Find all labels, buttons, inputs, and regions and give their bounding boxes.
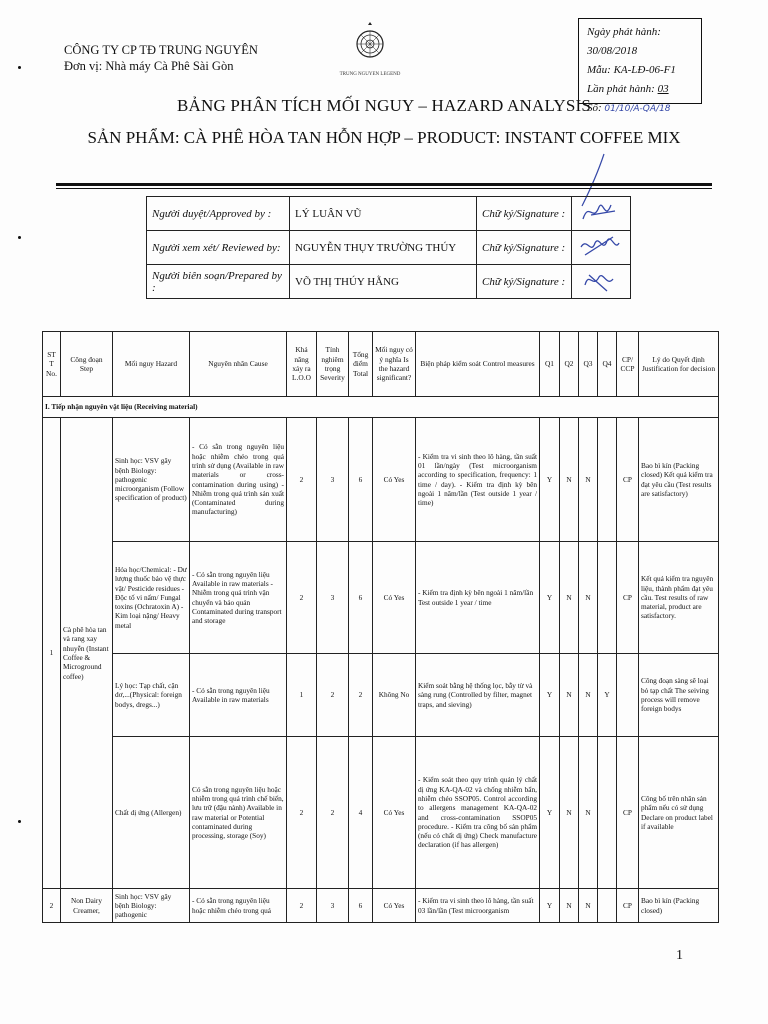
- signature-table: [146, 196, 631, 299]
- q1-cell: Y: [540, 889, 560, 923]
- col-significant: Mối nguy có ý nghĩa Is the hazard significant?: [373, 332, 416, 397]
- step-number: 2: [43, 889, 61, 923]
- col-q1: Q1: [540, 332, 560, 397]
- severity-cell: 2: [317, 737, 349, 889]
- ccp-cell: [617, 654, 639, 737]
- logo-caption: TRUNG NGUYEN LEGEND: [339, 72, 401, 77]
- q4-cell: [598, 542, 617, 654]
- table-header-row: [43, 332, 719, 397]
- severity-cell: 3: [317, 542, 349, 654]
- total-cell: 6: [349, 418, 373, 542]
- step-name: Non Dairy Creamer,: [61, 889, 113, 923]
- cause-cell: Có sẵn trong nguyên liệu hoặc nhiễm trong quá trình chế biến, lưu trữ (đậu nành) Available in raw material or Potential contaminated during processing, storage (Soy): [190, 737, 287, 889]
- hazard-cell: Sinh học: VSV gây bệnh Biology: pathogenic microorganism (Follow specification of product): [113, 418, 190, 542]
- issue-date: Ngày phát hành: 30/08/2018: [587, 26, 661, 57]
- justification-cell: Bao bì kín (Packing closed) Kết quả kiểm tra đạt yêu cầu (Test results are satisfactory): [639, 418, 719, 542]
- significant-cell: Không No: [373, 654, 416, 737]
- hazard-cell: Chất dị ứng (Allergen): [113, 737, 190, 889]
- approved-row: [147, 197, 631, 231]
- company-name: CÔNG TY CP TĐ TRUNG NGUYÊN: [64, 43, 258, 57]
- company-unit: Đơn vị: Nhà máy Cà Phê Sài Gòn: [64, 59, 234, 73]
- q2-cell: N: [560, 889, 579, 923]
- document-subtitle: SẢN PHẨM: CÀ PHÊ HÒA TAN HỖN HỢP – PRODUCT: INSTANT COFFEE MIX: [87, 128, 681, 147]
- approved-label: Người duyệt/Approved by :: [147, 197, 290, 231]
- col-severity: Tính nghiêm trọng Severity: [317, 332, 349, 397]
- total-cell: 4: [349, 737, 373, 889]
- prepared-sig-label: Chữ ký/Signature :: [477, 265, 572, 299]
- signature-image: [577, 231, 621, 261]
- binder-hole: [18, 236, 21, 239]
- col-control: Biện pháp kiểm soát Control measures: [416, 332, 540, 397]
- likelihood-cell: 2: [287, 889, 317, 923]
- col-total: Tổng điểm Total: [349, 332, 373, 397]
- col-ccp: CP/ CCP: [617, 332, 639, 397]
- reviewed-signature: [572, 231, 631, 265]
- col-likelihood: Khả năng xảy ra L.O.O: [287, 332, 317, 397]
- step-name: Cà phê hòa tan và rang xay nhuyễn (Instant Coffee & Microground coffee): [61, 418, 113, 889]
- reviewed-row: [147, 231, 631, 265]
- hazard-cell: Sinh học: VSV gây bệnh Biology: pathogenic: [113, 889, 190, 923]
- document-info-box: [578, 18, 702, 114]
- q3-cell: N: [579, 542, 598, 654]
- company-logo: [340, 22, 400, 82]
- likelihood-cell: 2: [287, 737, 317, 889]
- cause-cell: - Có sẵn trong nguyên liệu hoặc nhiễm chéo trong quá trình sử dụng (Available in raw materials or cross-contamination during using) - Nhiễm trong quá trình sản xuất (Contaminated during manufacturing): [190, 418, 287, 542]
- col-step: Công đoạn Step: [61, 332, 113, 397]
- hazard-cell: Lý học: Tạp chất, cặn dơ,...(Physical: foreign bodys, dregs...): [113, 654, 190, 737]
- q4-cell: [598, 737, 617, 889]
- q3-cell: N: [579, 737, 598, 889]
- table-row: [43, 418, 719, 542]
- col-q2: Q2: [560, 332, 579, 397]
- q4-cell: Y: [598, 654, 617, 737]
- hazard-cell: Hóa học/Chemical: - Dư lượng thuốc bảo vệ thực vật/ Pesticide residues - Độc tố vi nấm/ Fungal toxins (Ochratoxin A) - Kim loại nặng/ Heavy metal: [113, 542, 190, 654]
- table-row: [43, 889, 719, 923]
- q4-cell: [598, 418, 617, 542]
- q1-cell: Y: [540, 654, 560, 737]
- ccp-cell: CP: [617, 889, 639, 923]
- q2-cell: N: [560, 737, 579, 889]
- col-justification: Lý do Quyết định Justification for decision: [639, 332, 719, 397]
- prepared-name: VÕ THỊ THÚY HẰNG: [290, 265, 477, 299]
- significant-cell: Có Yes: [373, 542, 416, 654]
- approved-name: LÝ LUÂN VŨ: [290, 197, 477, 231]
- binder-hole: [18, 66, 21, 69]
- severity-cell: 3: [317, 889, 349, 923]
- divider-thick: [56, 183, 712, 186]
- prepared-label: Người biên soạn/Prepared by :: [147, 265, 290, 299]
- approved-sig-label: Chữ ký/Signature :: [477, 197, 572, 231]
- document-title: BẢNG PHÂN TÍCH MỐI NGUY – HAZARD ANALYSIS: [176, 96, 592, 115]
- prepared-row: [147, 265, 631, 299]
- justification-cell: Công đoạn sàng sẽ loại bỏ tạp chất The seiving process will remove foreign bodys: [639, 654, 719, 737]
- control-cell: - Kiểm soát theo quy trình quản lý chất dị ứng KA-QA-02 và chống nhiễm bẩn, nhiễm chéo SSOP05. Control according to allergens management KA-QA-02 and cross-contamination SSOP05 procedure. - Kiểm tra công bố sản phẩm (nếu có chất dị ứng) Check manufacture declaration (if has allergen): [416, 737, 540, 889]
- cause-cell: - Có sẵn trong nguyên liệu Available in raw materials: [190, 654, 287, 737]
- significant-cell: Có Yes: [373, 889, 416, 923]
- justification-cell: Kết quả kiểm tra nguyên liệu, thành phẩm đạt yêu cầu. Test results of raw material, product are satisfactory.: [639, 542, 719, 654]
- reviewed-name: NGUYỄN THỤY TRƯỜNG THÚY: [290, 231, 477, 265]
- q1-cell: Y: [540, 418, 560, 542]
- likelihood-cell: 1: [287, 654, 317, 737]
- col-q4: Q4: [598, 332, 617, 397]
- page-number: 1: [676, 948, 683, 963]
- q1-cell: Y: [540, 542, 560, 654]
- severity-cell: 3: [317, 418, 349, 542]
- company-block: [64, 42, 258, 74]
- control-cell: - Kiểm tra định kỳ bên ngoài 1 năm/lần Test outside 1 year / time: [416, 542, 540, 654]
- binder-hole: [18, 820, 21, 823]
- section-row: [43, 397, 719, 418]
- q4-cell: [598, 889, 617, 923]
- issue-number: Lần phát hành: 03: [587, 83, 669, 95]
- table-row: [43, 654, 719, 737]
- justification-cell: Công bố trên nhãn sản phẩm nếu có sử dụng Declare on product label if available: [639, 737, 719, 889]
- q2-cell: N: [560, 418, 579, 542]
- reviewed-label: Người xem xét/ Reviewed by:: [147, 231, 290, 265]
- control-cell: Kiểm soát bằng hệ thống lọc, bẫy từ và sàng rung (Controlled by filter, magnet traps, and sieving): [416, 654, 540, 737]
- likelihood-cell: 2: [287, 418, 317, 542]
- col-cause: Nguyên nhân Cause: [190, 332, 287, 397]
- hazard-analysis-table: [42, 331, 719, 923]
- step-number: 1: [43, 418, 61, 889]
- ccp-cell: CP: [617, 418, 639, 542]
- reviewed-sig-label: Chữ ký/Signature :: [477, 231, 572, 265]
- document-number: Số: 01/10/A-QA/18: [587, 102, 671, 114]
- cause-cell: - Có sẵn trong nguyên liệu Available in raw materials - Nhiễm trong quá trình vận chuyển và bảo quản Contaminated during transport and storage: [190, 542, 287, 654]
- q2-cell: N: [560, 542, 579, 654]
- control-cell: - Kiểm tra vi sinh theo lô hàng, tần suất 01 lần/ngày (Test microorganism according to specification, frequency: 1 time / day). - Kiểm tra định kỳ bên ngoài 1 năm/lần (Test outside 1 year / time): [416, 418, 540, 542]
- significant-cell: Có Yes: [373, 737, 416, 889]
- q2-cell: N: [560, 654, 579, 737]
- section-title: I. Tiếp nhận nguyên vật liệu (Receiving material): [43, 397, 719, 418]
- severity-cell: 2: [317, 654, 349, 737]
- approved-signature: [572, 197, 631, 231]
- total-cell: 6: [349, 889, 373, 923]
- likelihood-cell: 2: [287, 542, 317, 654]
- prepared-signature: [572, 265, 631, 299]
- signature-image: [577, 197, 621, 227]
- significant-cell: Có Yes: [373, 418, 416, 542]
- table-row: [43, 542, 719, 654]
- q3-cell: N: [579, 654, 598, 737]
- signature-image: [577, 265, 621, 295]
- col-hazard: Mối nguy Hazard: [113, 332, 190, 397]
- total-cell: 6: [349, 542, 373, 654]
- cause-cell: - Có sẵn trong nguyên liệu hoặc nhiễm chéo trong quá: [190, 889, 287, 923]
- ccp-cell: CP: [617, 737, 639, 889]
- form-code: Mẫu: KA-LĐ-06-F1: [587, 64, 676, 76]
- divider-thin: [56, 188, 712, 189]
- ccp-cell: CP: [617, 542, 639, 654]
- col-step-no: ST T No.: [43, 332, 61, 397]
- q3-cell: N: [579, 418, 598, 542]
- col-q3: Q3: [579, 332, 598, 397]
- control-cell: - Kiểm tra vi sinh theo lô hàng, tần suất 03 lần/lần (Test microorganism: [416, 889, 540, 923]
- q3-cell: N: [579, 889, 598, 923]
- q1-cell: Y: [540, 737, 560, 889]
- logo-emblem-icon: [340, 22, 400, 72]
- total-cell: 2: [349, 654, 373, 737]
- justification-cell: Bao bì kín (Packing closed): [639, 889, 719, 923]
- table-row: [43, 737, 719, 889]
